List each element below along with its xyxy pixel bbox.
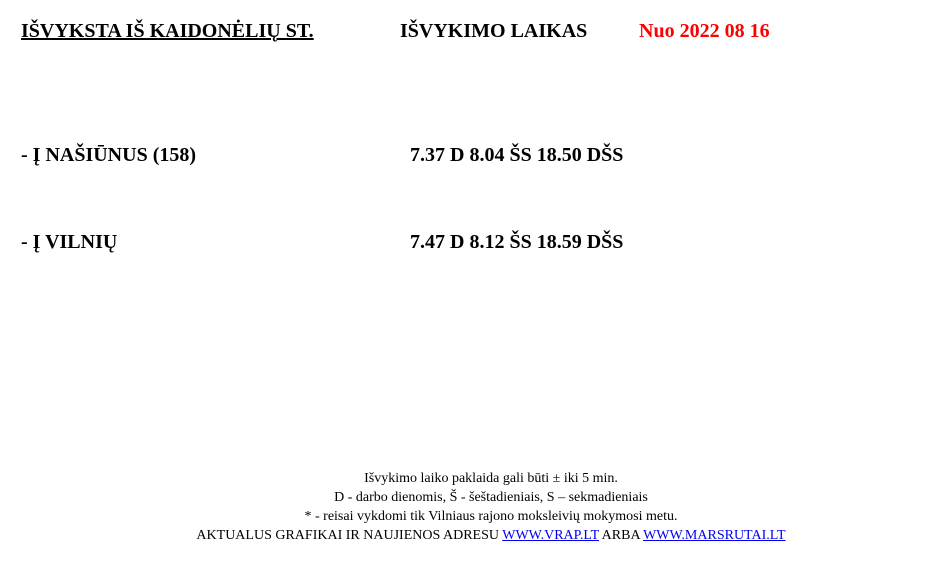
footer-tolerance-note: Išvykimo laiko paklaida gali būti ± iki 5 min.	[364, 471, 618, 486]
footer-links-or: ARBA	[598, 528, 644, 543]
route-times: 7.37 D 8.04 ŠS 18.50 DŠS	[410, 144, 624, 166]
departure-time-heading: IŠVYKIMO LAIKAS	[400, 20, 588, 42]
route-destination: - Į NAŠIŪNUS (158)	[21, 144, 197, 166]
vrap-link[interactable]: WWW.VRAP.LT	[502, 528, 599, 543]
footer-legend: D - darbo dienomis, Š - šeštadieniais, S – sekmadieniais	[334, 490, 648, 505]
footer-links-prefix: AKTUALUS GRAFIKAI IR NAUJIENOS ADRESU	[196, 528, 503, 543]
marsrutai-link[interactable]: WWW.MARSRUTAI.LT	[643, 528, 786, 543]
schedule-footer	[0, 469, 944, 545]
route-destination: - Į VILNIŲ	[21, 231, 118, 253]
valid-from-date: Nuo 2022 08 16	[639, 20, 770, 42]
departure-station-heading: IŠVYKSTA IŠ KAIDONĖLIŲ ST.	[21, 20, 314, 42]
footer-school-note: * - reisai vykdomi tik Vilniaus rajono moksleivių mokymosi metu.	[304, 509, 678, 524]
footer-links-line	[0, 526, 944, 545]
route-times: 7.47 D 8.12 ŠS 18.59 DŠS	[410, 231, 624, 253]
